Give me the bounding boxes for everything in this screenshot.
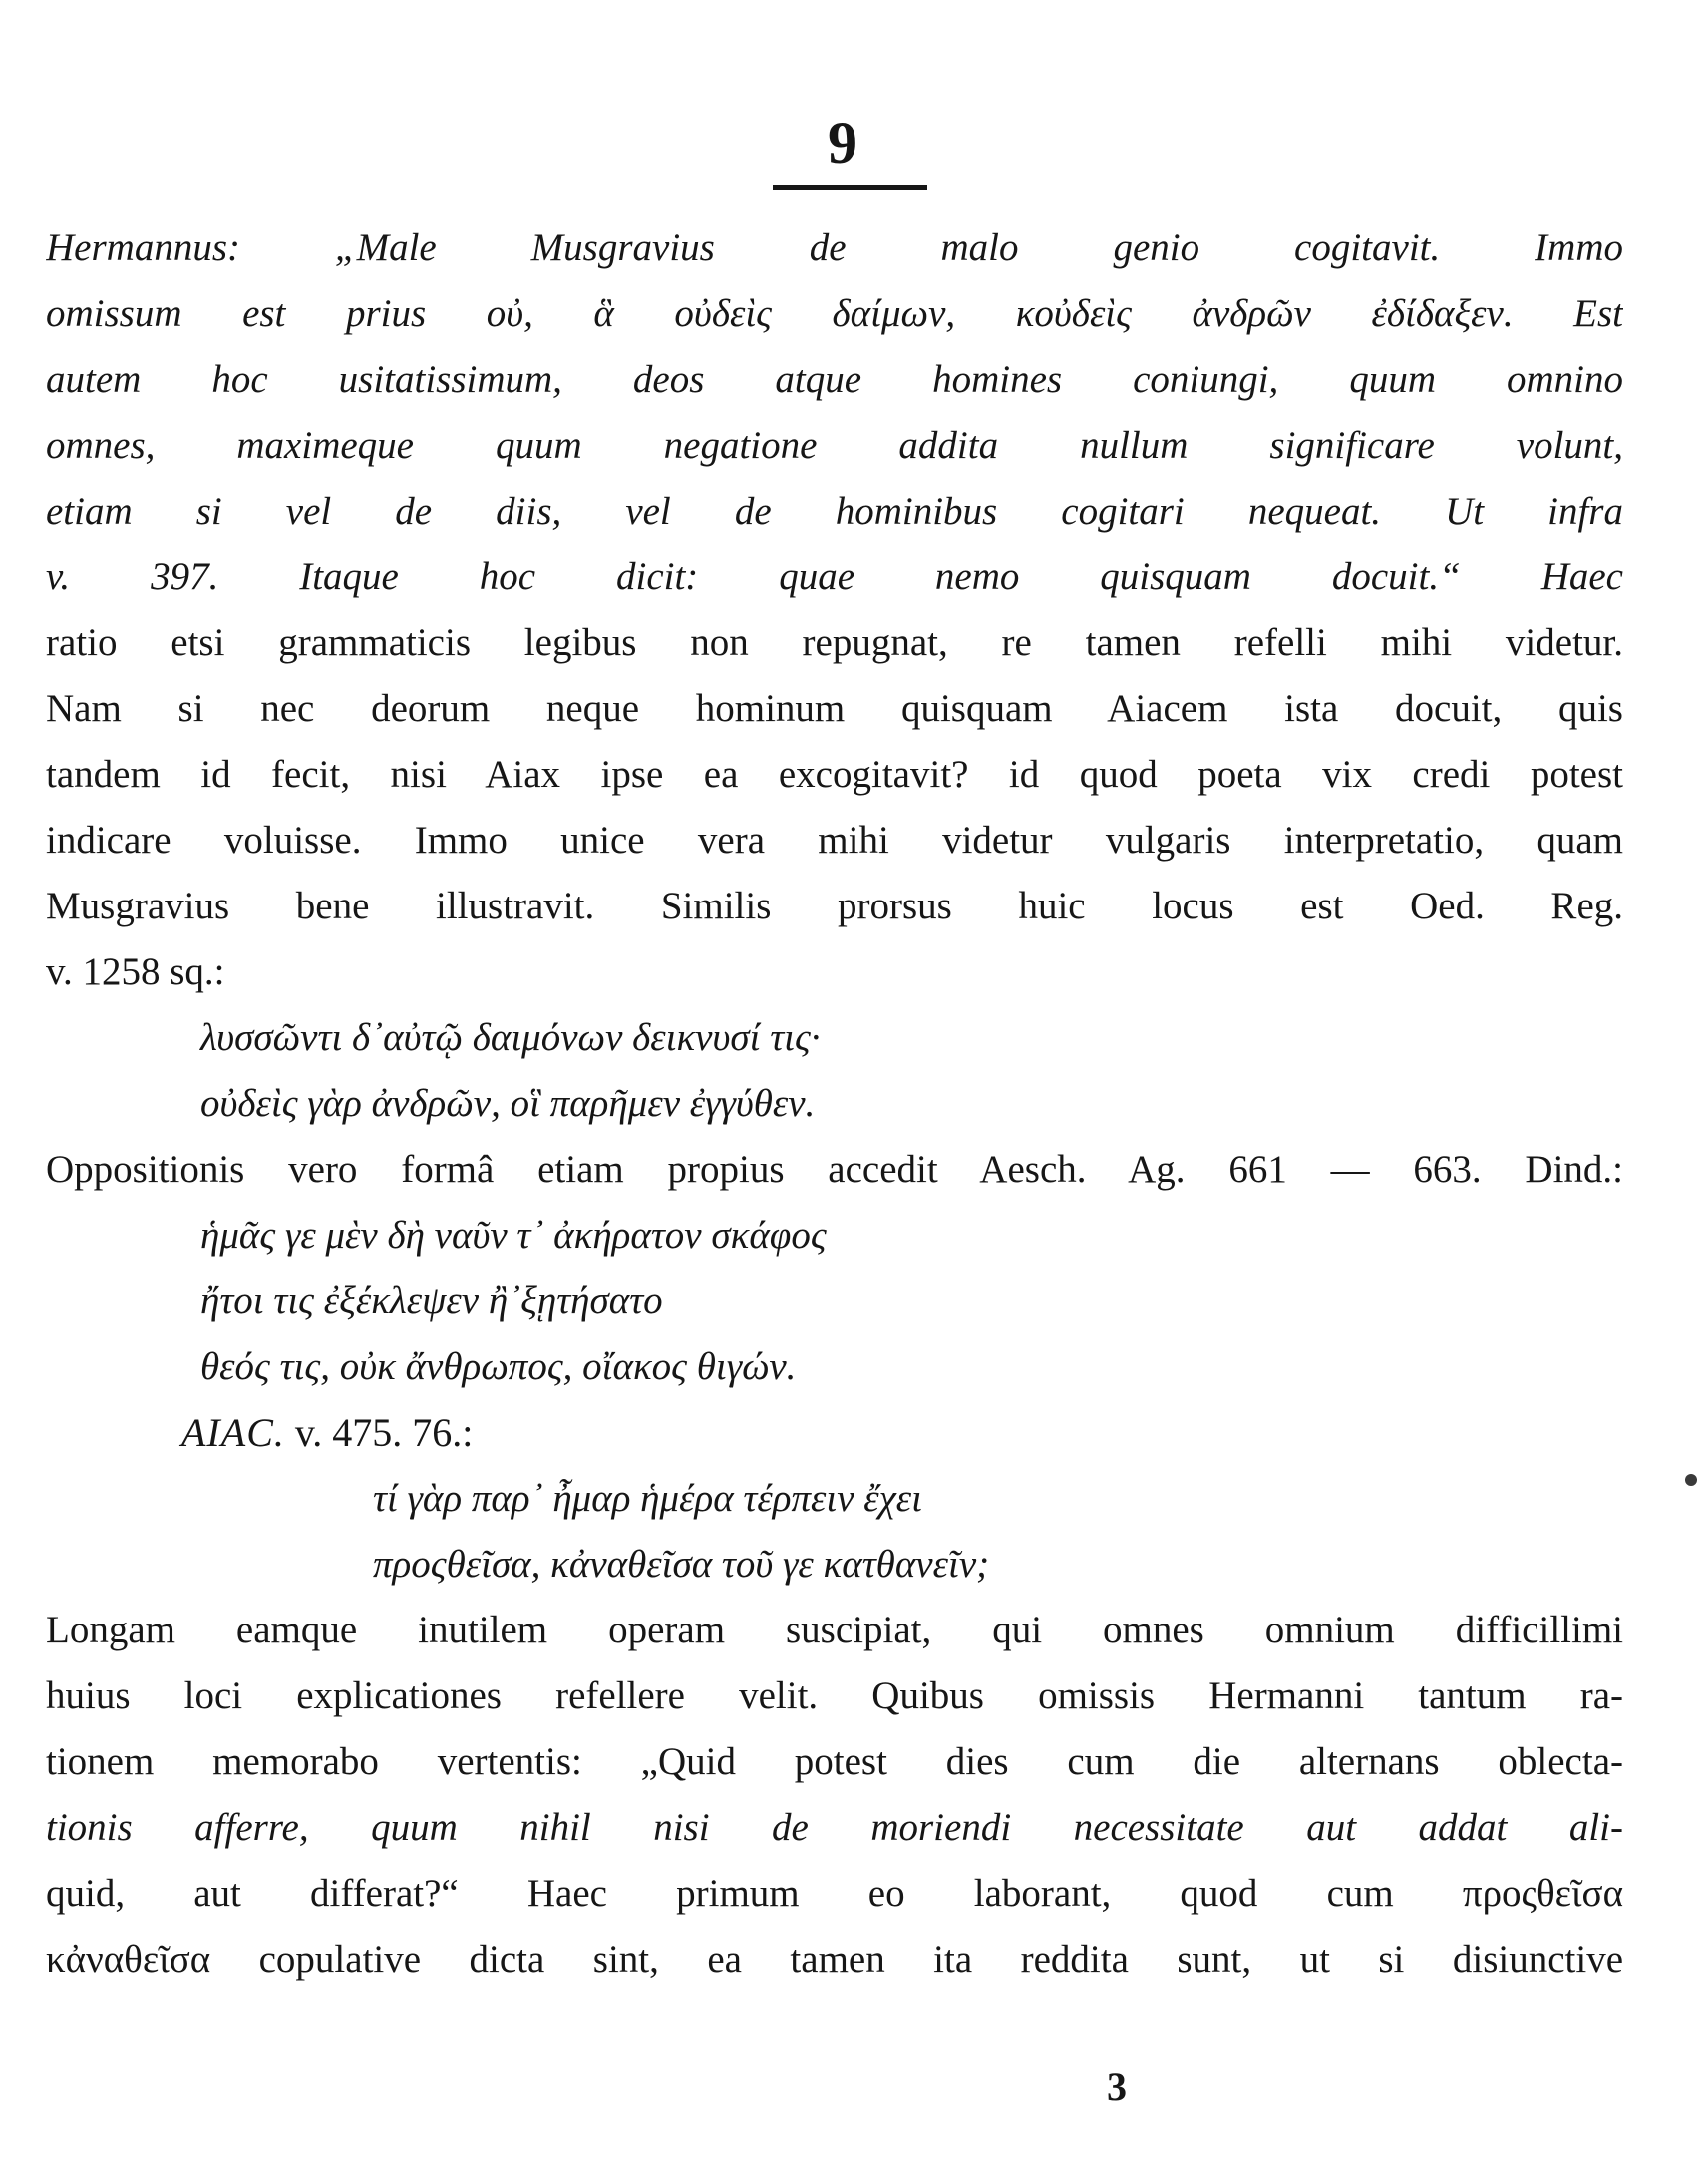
greek-quote-line: προςθεῖσα, κἀναθεῖσα τοῦ γε κατθανεῖν; [373, 1543, 990, 1586]
signature-mark: 3 [1107, 2064, 1127, 2109]
greek-quote-line: τί γὰρ παρ᾽ ἦμαρ ἡμέρα τέρπειν ἔχει [373, 1477, 922, 1520]
greek-quote-line: ἤτοι τις ἐξέκλεψεν ἢ᾽ξῃτήσατο [200, 1279, 663, 1322]
greek-quote-line: ἡμᾶς γε μὲν δὴ ναῦν τ᾽ ἀκήρατον σκάφος [200, 1214, 827, 1257]
text-line: v. 397. Itaque hoc dicit: quae nemo quisquam docuit.“ Haec [46, 555, 1623, 598]
text-line: Oppositionis vero formâ etiam propius accedit Aesch. Ag. 661 — 663. Dind.: [46, 1148, 1623, 1191]
greek-quote-line: θεός τις, οὐκ ἄνθρωπος, οἴακος θιγών. [200, 1345, 797, 1388]
section-heading [46, 1400, 1623, 1466]
text-line: huius loci explicationes refellere velit. Quibus omissis Hermanni tantum ra- [46, 1674, 1623, 1717]
greek-quote-line: λυσσῶντι δ᾽αὐτῷ δαιμόνων δεικνυσί τις· [200, 1016, 821, 1059]
ink-speck [1685, 1474, 1697, 1486]
main-text [46, 215, 1623, 1992]
text-line: omnes, maximeque quum negatione addita nullum significare volunt, [46, 424, 1623, 467]
text-line: tionem memorabo vertentis: „Quid potest dies cum die alternans oblecta- [46, 1740, 1623, 1783]
text-line: Nam si nec deorum neque hominum quisquam Aiacem ista docuit, quis [46, 687, 1623, 730]
text-line: omissum est prius οὐ, ἃ οὐδεὶς δαίμων, κοὐδεὶς ἀνδρῶν ἐδίδαξεν. Est [46, 292, 1623, 335]
greek-quote-line: οὐδεὶς γὰρ ἀνδρῶν, οἳ παρῆμεν ἐγγύθεν. [200, 1082, 816, 1125]
text-line: tandem id fecit, nisi Aiax ipse ea excogitavit? id quod poeta vix credi potest [46, 753, 1623, 796]
text-line: κἀναθεῖσα copulative dicta sint, ea tamen ita reddita sunt, ut si disiunctive [46, 1938, 1623, 1981]
page-number-rule [773, 185, 927, 190]
text-line: Musgravius bene illustravit. Similis prorsus huic locus est Oed. Reg. [46, 885, 1623, 927]
text-line: indicare voluisse. Immo unice vera mihi videtur vulgaris interpretatio, quam [46, 819, 1623, 862]
text-line: Longam eamque inutilem operam suscipiat, qui omnes omnium difficillimi [46, 1609, 1623, 1651]
text-line: Hermannus: „Male Musgravius de malo genio cogitavit. Immo [46, 226, 1623, 269]
text-line: etiam si vel de diis, vel de hominibus cogitari nequeat. Ut infra [46, 490, 1623, 533]
text-line: tionis afferre, quum nihil nisi de moriendi necessitate aut addat ali- [46, 1806, 1623, 1849]
text-line: v. 1258 sq.: [46, 950, 225, 993]
text-line: quid, aut differat?“ Haec primum eo laborant, quod cum προςθεῖσα [46, 1872, 1623, 1915]
text-line: ratio etsi grammaticis legibus non repugnat, re tamen refelli mihi videtur. [46, 621, 1623, 664]
text-line: autem hoc usitatissimum, deos atque homines coniungi, quum omnino [46, 358, 1623, 401]
section-reference: v. 475. 76.: [294, 1410, 474, 1455]
section-title: AIAC. [181, 1410, 285, 1455]
page-number: 9 [828, 110, 857, 176]
